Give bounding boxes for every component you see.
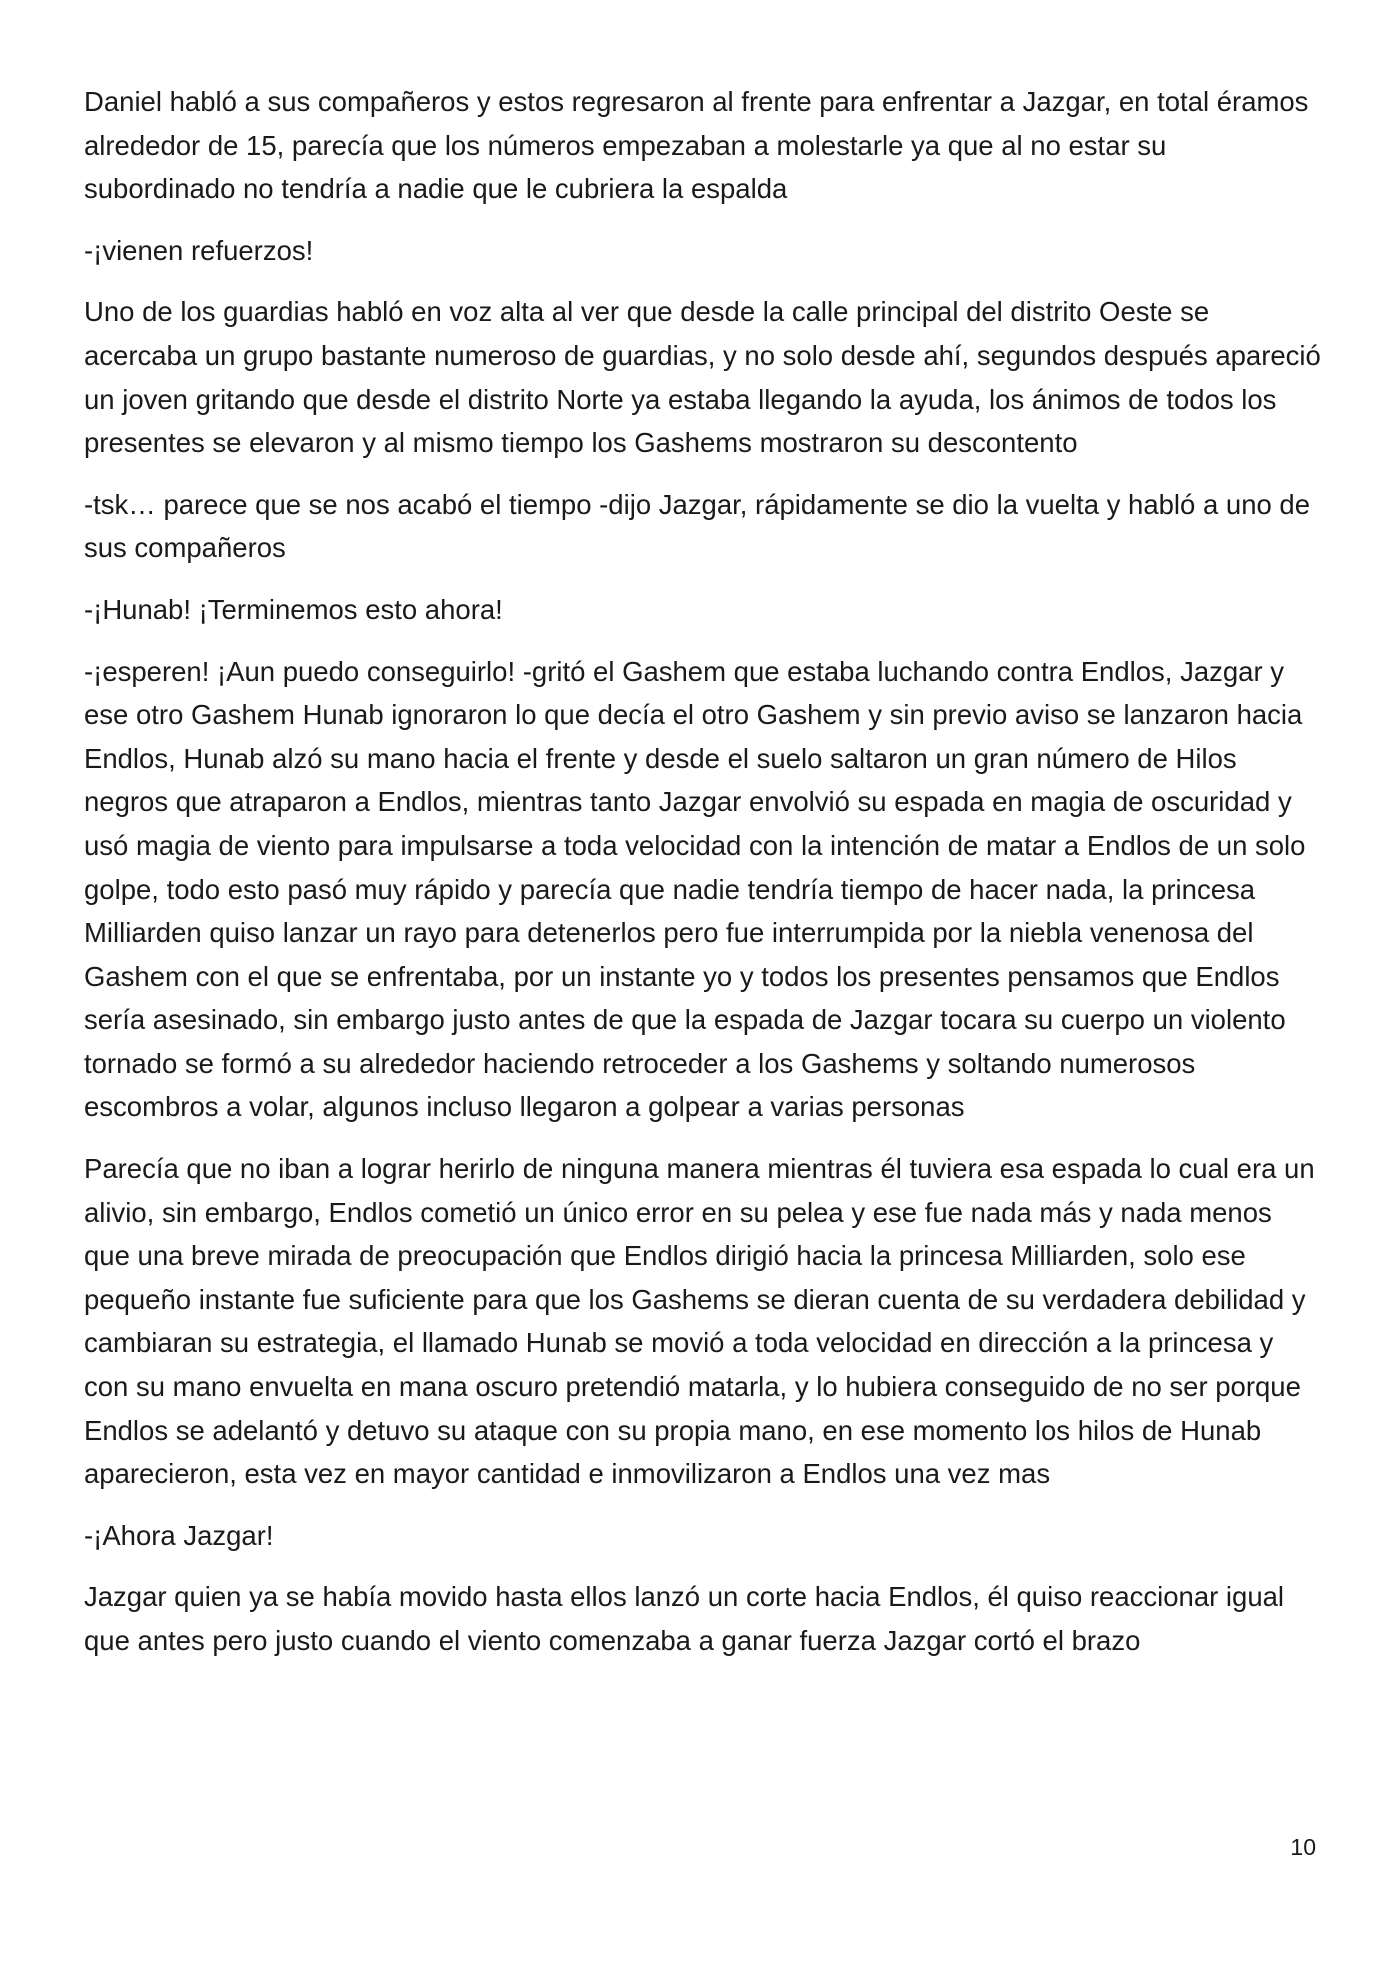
paragraph: Parecía que no iban a lograr herirlo de ninguna manera mientras él tuviera esa espada lo cual era un alivio, sin embargo, Endlos cometió un único error en su pelea y ese fue nada más y nada menos que una breve mirada de preocupación que Endlos dirigió hacia la princesa Milliarden, solo ese pequeño instante fue suficiente para que los Gashems se dieran cuenta de su verdadera debilidad y cambiaran su estrategia, el llamado Hunab se movió a toda velocidad en dirección a la princesa y con su mano envuelta en mana oscuro pretendió matarla, y lo hubiera conseguido de no ser porque Endlos se adelantó y detuvo su ataque con su propia mano, en ese momento los hilos de Hunab aparecieron, esta vez en mayor cantidad e inmovilizaron a Endlos una vez mas: [84, 1153, 1315, 1490]
paragraph: Uno de los guardias habló en voz alta al ver que desde la calle principal del distrito Oeste se acercaba un grupo bastante numeroso de guardias, y no solo desde ahí, segundos después apareció un joven gritando que desde el distrito Norte ya estaba llegando la ayuda, los ánimos de todos los presentes se elevaron y al mismo tiempo los Gashems mostraron su descontento: [84, 296, 1321, 459]
paragraph: -¡vienen refuerzos!: [84, 234, 314, 266]
paragraph: -tsk… parece que se nos acabó el tiempo -dijo Jazgar, rápidamente se dio la vuelta y habló a uno de sus compañeros: [84, 488, 1311, 564]
paragraph: Jazgar quien ya se había movido hasta ellos lanzó un corte hacia Endlos, él quiso reaccionar igual que antes pero justo cuando el viento comenzaba a ganar fuerza Jazgar cortó el brazo: [84, 1581, 1285, 1656]
paragraph: -¡esperen! ¡Aun puedo conseguirlo! -gritó el Gashem que estaba luchando contra Endlos, Jazgar y ese otro Gashem Hunab ignoraron lo que decía el otro Gashem y sin previo aviso se lanzaron hacia Endlos, Hunab alzó su mano hacia el frente y desde el suelo saltaron un gran número de Hilos negros que atraparon a Endlos, mientras tanto Jazgar envolvió su espada en magia de oscuridad y usó magia de viento para impulsarse a toda velocidad con la intención de matar a Endlos de un solo golpe, todo esto pasó muy rápido y parecía que nadie tendría tiempo de hacer nada, la princesa Milliarden quiso lanzar un rayo para detenerlos pero fue interrumpida por la niebla venenosa del Gashem con el que se enfrentaba, por un instante yo y todos los presentes pensamos que Endlos sería asesinado, sin embargo justo antes de que la espada de Jazgar tocara su cuerpo un violento tornado se formó a su alrededor haciendo retroceder a los Gashems y soltando numerosos escombros a volar, algunos incluso llegaron a golpear a varias personas: [84, 655, 1306, 1123]
paragraph: -¡Hunab! ¡Terminemos esto ahora!: [84, 593, 503, 625]
paragraph: Daniel habló a sus compañeros y estos regresaron al frente para enfrentar a Jazgar, en total éramos alrededor de 15, parecía que los números empezaban a molestarle ya que al no estar su subordinado no tendría a nadie que le cubriera la espalda: [84, 86, 1309, 205]
body-text: [84, 80, 1324, 1681]
paragraph: -¡Ahora Jazgar!: [84, 1519, 274, 1551]
page-number: 10: [1290, 1834, 1316, 1860]
